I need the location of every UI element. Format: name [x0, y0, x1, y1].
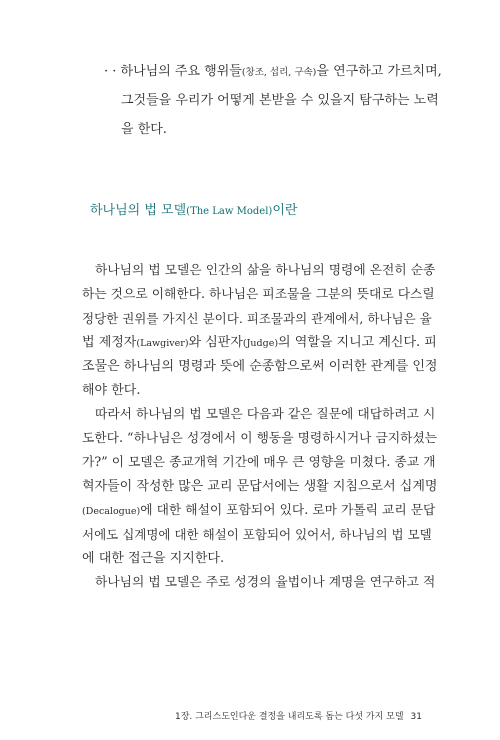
- intro-text: 을 연구하고 가르치며,: [316, 64, 442, 79]
- body-line: [82, 335, 437, 352]
- body-line: [95, 575, 435, 591]
- intro-line: [121, 93, 461, 109]
- body-line: [95, 407, 435, 423]
- body-text: 에 대한 접근을 지지한다.: [82, 551, 225, 566]
- body-text: 따라서 하나님의 법 모델은 다음과 같은 질문에 대답하려고 시: [95, 407, 435, 422]
- body-text: 정당한 권위를 가지신 분이다. 피조물과의 관계에서, 하나님은 율: [82, 311, 432, 326]
- body-text: 도한다. “하나님은 성경에서 이 행동을 명령하시거나 금지하셨는: [82, 431, 437, 446]
- body-text: 혁자들이 작성한 많은 교리 문답서에는 생활 지침으로서 십계명: [82, 479, 437, 494]
- intro-line: [121, 122, 221, 138]
- intro-text: · · 하나님의 주요 행위들: [104, 64, 242, 79]
- body-line: [82, 455, 437, 471]
- intro-text: 그것들을 우리가 어떻게 본받을 수 있을지 탐구하는 노력: [121, 93, 439, 108]
- page-footer: [175, 711, 422, 723]
- intro-text: 을 한다.: [121, 122, 167, 137]
- page-number: 31: [410, 712, 422, 722]
- body-line: [82, 431, 437, 447]
- intro-text-small: (창조, 섭리, 구속): [241, 67, 317, 78]
- body-text: 가?” 이 모델은 종교개혁 기간에 매우 큰 영향을 미쳤다. 종교 개: [82, 455, 436, 470]
- body-text: 법 제정자: [82, 335, 137, 350]
- section-heading: [90, 203, 410, 220]
- body-text: 에 대한 해설이 포함되어 있다. 로마 가톨릭 교리 문답: [140, 503, 436, 518]
- body-text-small: (Decalogue): [82, 506, 141, 517]
- footer-chapter-title: 1장. 그리스도인다운 결정을 내리도록 돕는 다섯 가지 모델: [174, 712, 404, 722]
- body-text: 하나님의 법 모델은 인간의 삶을 하나님의 명령에 온전히 순종: [95, 263, 435, 278]
- body-line: [82, 479, 437, 495]
- body-text: 와 심판자: [188, 335, 243, 350]
- body-line: [95, 263, 435, 279]
- body-text-small: (Judge): [242, 338, 279, 349]
- body-text: 의 역할을 지니고 계신다. 피: [278, 335, 437, 350]
- body-text: 조물은 하나님의 명령과 뜻에 순종함으로써 이러한 관계를 인정: [82, 359, 437, 374]
- section-heading-suffix: 이란: [272, 203, 298, 218]
- body-line: [82, 383, 437, 399]
- body-line: [82, 311, 437, 327]
- section-heading-english: (The Law Model): [186, 206, 273, 217]
- body-text: 하는 것으로 이해한다. 하나님은 피조물을 그분의 뜻대로 다스릴: [82, 287, 435, 302]
- body-line: [82, 551, 437, 567]
- intro-line: [104, 64, 464, 81]
- body-text: 하나님의 법 모델은 주로 성경의 율법이나 계명을 연구하고 적: [95, 575, 435, 590]
- section-heading-main: 하나님의 법 모델: [90, 203, 187, 218]
- body-text: 서에도 십계명에 대한 해설이 포함되어 있어서, 하나님의 법 모델: [82, 527, 432, 542]
- body-line: [82, 503, 437, 520]
- body-line: [82, 287, 437, 303]
- body-text-small: (Lawgiver): [136, 338, 189, 349]
- body-line: [82, 359, 437, 375]
- body-line: [82, 527, 437, 543]
- body-text: 해야 한다.: [82, 383, 141, 398]
